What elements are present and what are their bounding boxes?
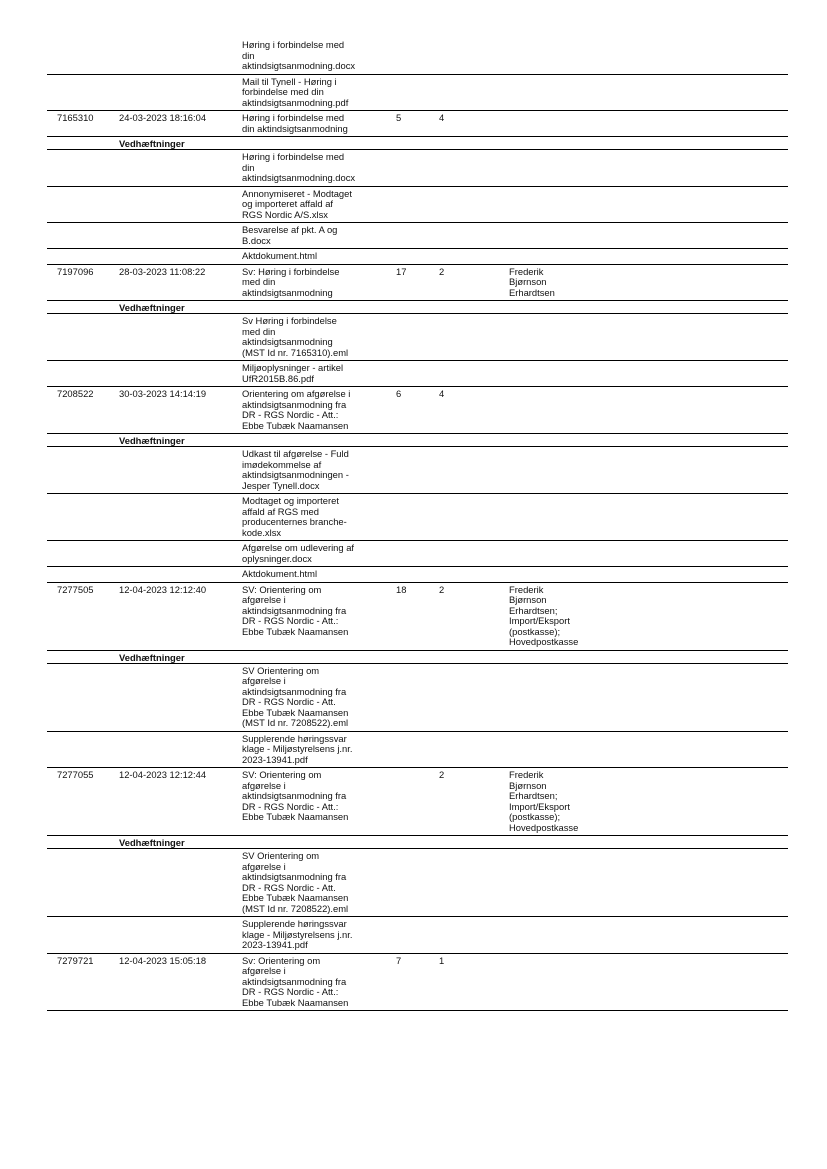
attachments-header-label: Vedhæftninger xyxy=(119,435,185,446)
record-id: 7208522 xyxy=(57,388,94,399)
attachment-filename: Supplerende høringssvar klage - Miljøstyrelsens j.nr. 2023-13941.pdf xyxy=(242,918,353,950)
record-title: Sv: Orientering om afgørelse i aktindsigtsanmodning fra DR - RGS Nordic - Att.: Ebbe Tubæk Naamansen xyxy=(242,954,349,1008)
attachment-row xyxy=(47,664,788,732)
record-sender: Frederik Bjørnson Erhardtsen; Import/Eksport (postkasse); Hovedpostkasse xyxy=(509,769,579,833)
attachment-filename: Mail til Tynell - Høring i forbindelse med din aktindsigtsanmodning.pdf xyxy=(242,75,349,108)
attachments-header-label: Vedhæftninger xyxy=(119,138,185,149)
record-count-a: 6 xyxy=(396,388,402,399)
attachment-row xyxy=(47,917,788,954)
document-record-row xyxy=(47,265,788,302)
record-id: 7165310 xyxy=(57,112,94,123)
attachments-header-label: Vedhæftninger xyxy=(119,651,185,663)
attachment-row xyxy=(47,849,788,917)
record-sender: Frederik Bjørnson Erhardtsen; Import/Eksport (postkasse); Hovedpostkasse xyxy=(509,583,579,647)
document-record-row xyxy=(47,387,788,434)
record-title: SV: Orientering om afgørelse i aktindsigtsanmodning fra DR - RGS Nordic - Att.: Ebbe Tubæk Naamansen xyxy=(242,583,349,637)
record-date: 12-04-2023 12:12:44 xyxy=(119,769,207,780)
attachments-header-label: Vedhæftninger xyxy=(119,302,185,313)
record-count-a: 7 xyxy=(396,954,402,966)
record-id: 7279721 xyxy=(57,954,94,966)
record-count-b: 2 xyxy=(439,265,445,277)
record-title: Orientering om afgørelse i aktindsigtsanmodning fra DR - RGS Nordic - Att.: Ebbe Tubæk Naamansen xyxy=(242,388,351,431)
attachment-filename: SV Orientering om afgørelse i aktindsigtsanmodning fra DR - RGS Nordic - Att. Ebbe Tubæk Naamansen (MST Id nr. 7208522).eml xyxy=(242,664,349,728)
record-sender: Frederik Bjørnson Erhardtsen xyxy=(509,265,555,298)
attachment-filename: SV Orientering om afgørelse i aktindsigtsanmodning fra DR - RGS Nordic - Att. Ebbe Tubæk Naamansen (MST Id nr. 7208522).eml xyxy=(242,850,349,914)
record-title: Høring i forbindelse med din aktindsigtsanmodning xyxy=(242,112,348,134)
record-count-a: 18 xyxy=(396,583,407,595)
document-record-row xyxy=(47,111,788,137)
record-count-b: 4 xyxy=(439,388,445,399)
attachment-row xyxy=(47,223,788,249)
record-date: 12-04-2023 12:12:40 xyxy=(119,583,207,595)
attachment-row xyxy=(47,567,788,583)
attachment-row xyxy=(47,314,788,361)
attachment-filename: Supplerende høringssvar klage - Miljøstyrelsens j.nr. 2023-13941.pdf xyxy=(242,732,353,765)
attachment-filename: Besvarelse af pkt. A og B.docx xyxy=(242,224,338,246)
record-count-a: 17 xyxy=(396,265,407,277)
attachment-row xyxy=(47,494,788,541)
attachments-header-label: Vedhæftninger xyxy=(119,837,185,848)
document-table xyxy=(47,38,788,1011)
attachment-row xyxy=(47,249,788,265)
attachments-header-row xyxy=(47,836,788,849)
record-id: 7197096 xyxy=(57,265,94,277)
attachments-header-row xyxy=(47,434,788,447)
document-record-row xyxy=(47,954,788,1012)
record-date: 30-03-2023 14:14:19 xyxy=(119,388,207,399)
attachment-filename: Aktdokument.html xyxy=(242,568,318,579)
attachment-filename: Annonymiseret - Modtaget og importeret affald af RGS Nordic A/S.xlsx xyxy=(242,187,352,220)
document-record-row xyxy=(47,768,788,836)
record-date: 24-03-2023 18:16:04 xyxy=(119,112,207,123)
attachment-filename: Høring i forbindelse med din aktindsigtsanmodning.docx xyxy=(242,151,356,183)
record-count-b: 4 xyxy=(439,112,445,123)
record-date: 28-03-2023 11:08:22 xyxy=(119,265,206,277)
record-count-b: 2 xyxy=(439,583,445,595)
record-title: SV: Orientering om afgørelse i aktindsigtsanmodning fra DR - RGS Nordic - Att.: Ebbe Tubæk Naamansen xyxy=(242,769,349,822)
document-record-row xyxy=(47,583,788,651)
attachment-filename: Sv Høring i forbindelse med din aktindsigtsanmodning (MST Id nr. 7165310).eml xyxy=(242,315,349,358)
attachment-row xyxy=(47,361,788,387)
attachment-row xyxy=(47,38,788,75)
attachment-row xyxy=(47,732,788,769)
attachment-filename: Miljøoplysninger - artikel UfR2015B.86.pdf xyxy=(242,362,344,384)
attachment-row xyxy=(47,447,788,494)
record-count-b: 1 xyxy=(439,954,445,966)
attachments-header-row xyxy=(47,137,788,150)
attachment-row xyxy=(47,150,788,187)
attachments-header-row xyxy=(47,651,788,664)
record-title: Sv: Høring i forbindelse med din aktindsigtsanmodning xyxy=(242,265,340,298)
record-id: 7277505 xyxy=(57,583,94,595)
attachments-header-row xyxy=(47,301,788,314)
attachment-row xyxy=(47,541,788,567)
attachment-row xyxy=(47,75,788,112)
record-date: 12-04-2023 15:05:18 xyxy=(119,954,207,966)
attachment-filename: Afgørelse om udlevering af oplysninger.docx xyxy=(242,542,355,564)
attachment-filename: Udkast til afgørelse - Fuld imødekommelse af aktindsigtsanmodningen - Jesper Tynell.docx xyxy=(242,448,349,491)
record-id: 7277055 xyxy=(57,769,94,780)
attachment-filename: Modtaget og importeret affald af RGS med producenternes branche- kode.xlsx xyxy=(242,495,347,538)
attachment-row xyxy=(47,187,788,224)
attachment-filename: Høring i forbindelse med din aktindsigtsanmodning.docx xyxy=(242,39,356,71)
record-count-b: 2 xyxy=(439,769,445,780)
record-count-a: 5 xyxy=(396,112,402,123)
attachment-filename: Aktdokument.html xyxy=(242,250,318,261)
